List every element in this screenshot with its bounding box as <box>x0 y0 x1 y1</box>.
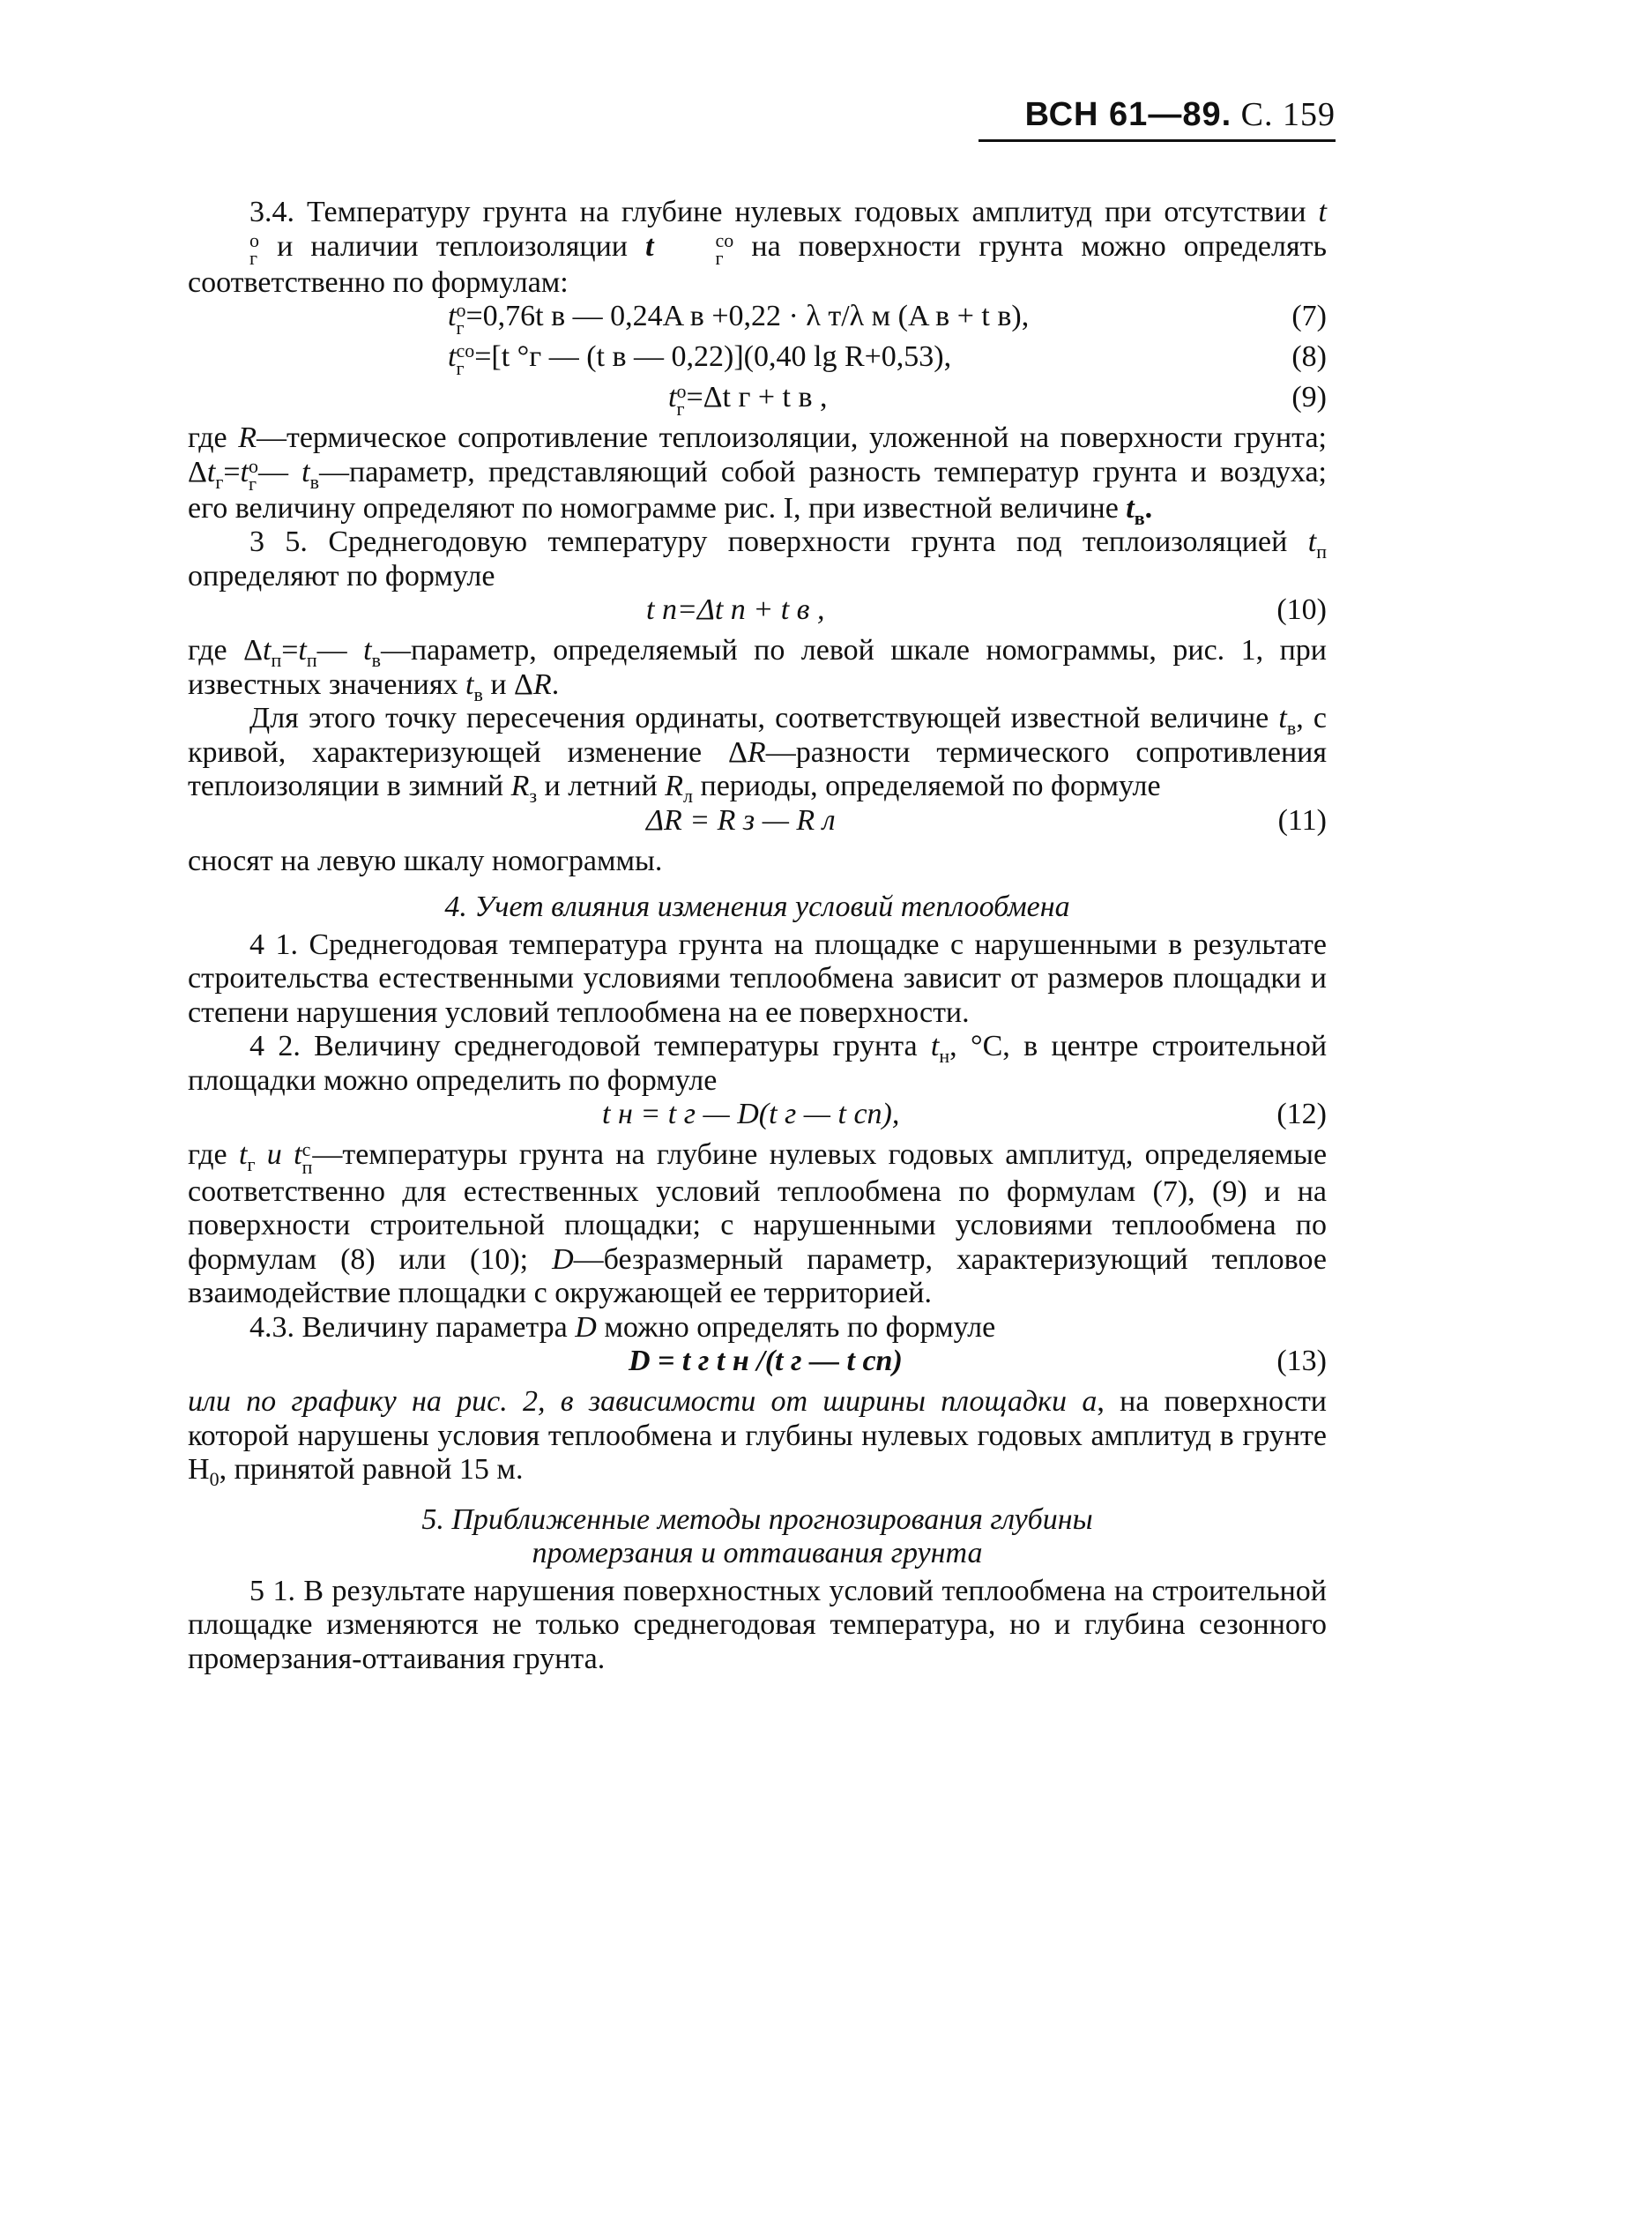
paragraph-4-1: 4 1. Среднегодовая температура грунта на площадке с нарушенными в результате строительства естественными условиями теплообмена зависит от размеров площадки и степени нарушения условий теплообмена на ее поверхности. <box>188 928 1327 1029</box>
paragraph-3-5-end: сносят на левую шкалу номограммы. <box>188 844 663 877</box>
equation-number: (11) <box>1277 803 1327 837</box>
body-text <box>188 196 1327 1676</box>
paragraph-4-2: 4 2. Величину среднегодовой температуры грунта $t_н$, °С, в центре строительной площадки можно определить по формуле <box>188 1030 1328 1097</box>
paragraph-4-3: 4.3. Величину параметра D можно определять по формуле <box>249 1310 996 1344</box>
equation-number: (7) <box>1291 300 1327 333</box>
equation-8: t со г =[t °г — (t в — 0,22)](0,40 lg R+0,53), (8) <box>448 339 1327 380</box>
equation-number: (12) <box>1276 1098 1327 1131</box>
equation-10: t п=Δt п + t в , (10) <box>646 593 1327 627</box>
equation-12: t н = t г — D(t г — t сп), (12) <box>602 1098 1327 1131</box>
page-header <box>979 95 1336 142</box>
paragraph-4-2-where: где $t_г$ и t с п —температуры грунта на глубине нулевых годовых амплитуд, определяемые соответственно для естественных условий теплообмена по формулам (7), (9) и на поверхности строительной площадки; с нарушенными условиями теплообмена по формулам (8) или (10); D—безразмерный параметр, характеризующий тепловое взаимодействие площадки с окружающей ее территорией. <box>188 1137 1328 1310</box>
section-4-title: 4. Учет влияния изменения условий теплообмена <box>444 891 1070 924</box>
equation-number: (9) <box>1291 381 1327 414</box>
paragraph-3-4: 3.4. Температуру грунта на глубине нулевых годовых амплитуд при отсутствии t o г и наличии теплоизоляции t со г на поверхности грунта можно определять соответственно по формулам: <box>188 196 1327 299</box>
equation-11: ΔR = R з — R л (11) <box>646 803 1327 837</box>
equation-13: D = t г t н /(t г — t сп) (13) <box>629 1345 1327 1378</box>
equation-9: t o г =Δt г + t в , (9) <box>668 380 1327 421</box>
paragraph-3-5-method: Для этого точку пересечения ординаты, соответствующей известной величине $t_в$, с кривой, характеризующей изменение ΔR—разности термического сопротивления теплоизоляции в зимний $R_з$ и летний $R_л$ периоды, определяемой по формуле <box>188 702 1327 808</box>
equation-number: (8) <box>1291 340 1327 374</box>
section-5-title: 5. Приближенные методы прогнозирования глубины промерзания и оттаивания грунта <box>421 1502 1093 1570</box>
equation-number: (10) <box>1276 593 1327 627</box>
paragraph-3-4-where: где R—термическое сопротивление теплоизоляции, уложенной на поверхности грунта; $\Delta t_г=t$ o г — $t_в—параметр$, представляющий собой разность температур грунта и воздуха; его величину определяют по номограмме рис. I, при известной величине $t_в$. <box>188 421 1327 529</box>
document-code: ВСН 61—89. <box>1024 96 1232 133</box>
page-number: С. 159 <box>1240 96 1336 133</box>
paragraph-3-5-where: где $\Delta t_п=t_п—$ $t_в—параметр$, определяемый по левой шкале номограммы, рис. 1, при известных значениях $t_в$ и ΔR. <box>188 634 1327 705</box>
paragraph-5-1: 5 1. В результате нарушения поверхностных условий теплообмена на строительной площадке изменяются не только среднегодовая температура, но и глубина сезонного промерзания-оттаивания грунта. <box>188 1574 1327 1675</box>
equation-number: (13) <box>1276 1345 1327 1378</box>
paragraph-4-3-graph: или по графику на рис. 2, в зависимости от ширины площадки a, на поверхности которой нарушены условия теплообмена и глубины нулевых годовых амплитуд в грунте $H_0$, принятой равной 15 м. <box>188 1385 1327 1490</box>
equation-7: t o г =0,76t в — 0,24A в +0,22 · λ т/λ м (A в + t в), (7) <box>448 299 1327 339</box>
paragraph-3-5: 3 5. Среднегодовую температуру поверхности грунта под теплоизоляцией $t_п$ определяют по формуле <box>188 525 1328 593</box>
